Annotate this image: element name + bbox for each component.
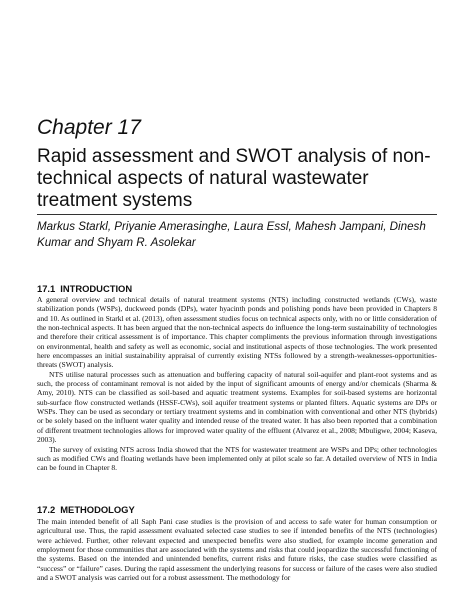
chapter-title: Rapid assessment and SWOT analysis of non-technical aspects of natural wastewater treatment systems: [37, 146, 431, 211]
paragraph: A general overview and technical details of natural treatment systems (NTS) including constructed wetlands (CWs), waste stabilization ponds (WSPs), duckweed ponds (DPs), water hyacinth ponds and polishing ponds have been provided in Chapters 8 and 10. As outlined in Starkl et al. (2013), often assessment studies focus on technical aspects only, with no or little consideration of the non-technical aspects. It has been argued that the non-technical aspects do influence the long-term sustainability of technologies and therefore their critical assessment is of importance. This chapter compliments the previous information through investigations on environmental, health and safety as well as economic, social and institutional aspects of those technologies. The work presented here encompasses an initial sustainability appraisal of currently existing NTSs followed by a strength-weaknesses-opportunities-threats (SWOT) analysis.: [37, 295, 437, 370]
section-heading-introduction: [37, 283, 132, 294]
section-heading-methodology: [37, 504, 135, 515]
chapter-authors: Markus Starkl, Priyanie Amerasinghe, Laura Essl, Mahesh Jampani, Dinesh Kumar and Shyam R. Asolekar: [37, 220, 426, 249]
chapter-label: Chapter 17: [37, 116, 141, 139]
section-title: METHODOLOGY: [60, 504, 135, 515]
title-divider: [37, 214, 437, 215]
section-number: 17.2: [37, 504, 56, 515]
paragraph: NTS utilise natural processes such as attenuation and buffering capacity of natural soil-aquifer and plant-root systems and as such, the process of contaminant removal is not aided by the input of significant amounts of energy and/or chemicals (Sharma & Amy, 2010). NTS can be classified as soil-based and aquatic treatment systems. Examples for soil-based systems are horizontal sub-surface flow constructed wetlands (HSSF-CWs), soil aquifer treatment systems or planted filters. Aquatic systems are DPs or WSPs. They can be used as secondary or tertiary treatment systems and in combination with conventional and other NTS (hybrids) or be solely based on the influent water quality and intended reuse of the treated water. It has also been reported that a combination of different treatment technologies allows for improved water quality of the effluent (Alvarez et al., 2008; Mbuligwe, 2004; Kaseva, 2003).: [37, 369, 437, 445]
paragraph: The main intended benefit of all Saph Pani case studies is the provision of and access to safe water for human consumption or agricultural use. Thus, the rapid assessment evaluated selected case studies to see if intended benefits of the NTS (technologies) were achieved. Further, other relevant expected and unexpected benefits were also studied, for example income generation and employment for those communities that are associated with the systems and risks that could jeopardize the successful functioning of the systems. Based on the intended and unintended benefits, current risks and future risks, the case studies were classified as “success” or “failure” cases. During the rapid assessment the underlying reasons for success or failure of the cases were also studied and a SWOT analysis was carried out for a robust assessment. The methodology for: [37, 517, 437, 583]
section-title: INTRODUCTION: [60, 283, 133, 294]
methodology-body: [37, 517, 437, 582]
paragraph: The survey of existing NTS across India showed that the NTS for wastewater treatment are WSPs and DPs; other technologies such as modified CWs and floating wetlands have been implemented only at pilot scale so far. A detailed overview of NTS in India can be found in Chapter 8.: [37, 444, 437, 473]
introduction-body: [37, 295, 437, 473]
section-number: 17.1: [37, 283, 56, 294]
